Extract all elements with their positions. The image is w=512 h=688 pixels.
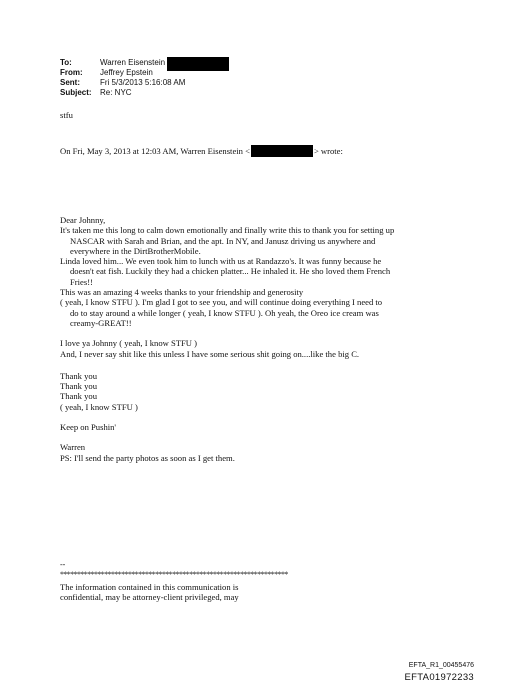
to-row <box>60 58 229 68</box>
text-line: doesn't eat fish. Luckily they had a chicken platter... He inhaled it. He sho loved them French <box>70 266 391 277</box>
text-line: ( yeah, I know STFU ). I'm glad I got to see you, and will continue doing everything I need to <box>60 297 383 308</box>
bates-number-small: EFTA_R1_00455476 <box>408 662 474 669</box>
sent-label: Sent: <box>60 78 80 87</box>
redaction-box <box>167 57 229 71</box>
disclaimer-line: confidential, may be attorney-client privileged, may <box>60 592 239 603</box>
postscript: PS: I'll send the party photos as soon as I get them. <box>60 452 235 463</box>
text-line: NASCAR with Sarah and Brian, and the apt. In NY, and Janusz driving us anywhere and <box>70 235 376 246</box>
from-label: From: <box>60 68 83 77</box>
thanks-line: ( yeah, I know STFU ) <box>60 401 138 412</box>
text-line: creamy-GREAT!! <box>70 317 132 328</box>
thanks-line: Thank you <box>60 391 97 402</box>
thanks-line: Thank you <box>60 381 97 392</box>
signature: Warren <box>60 442 86 453</box>
paragraph-2 <box>60 256 394 287</box>
text-line: do to stay around a while longer ( yeah, I know STFU ). Oh yeah, the Oreo ice cream was <box>70 307 379 318</box>
greeting: Dear Johnny, <box>60 215 106 225</box>
thanks-line: Thank you <box>60 370 97 381</box>
quote-intro <box>60 145 343 157</box>
quote-intro-before: On Fri, May 3, 2013 at 12:03 AM, Warren Eisenstein < <box>60 146 250 156</box>
text-line: Fries!! <box>70 276 93 287</box>
redaction-box <box>251 145 313 157</box>
from-value: Jeffrey Epstein <box>100 68 153 77</box>
paragraph-1 <box>60 225 394 256</box>
disclaimer <box>60 582 239 603</box>
text-line: It's taken me this long to calm down emotionally and finally write this to thank you for setting up <box>60 225 395 236</box>
sent-row <box>60 78 229 88</box>
subject-row <box>60 88 229 98</box>
keep-pushin: Keep on Pushin' <box>60 422 116 433</box>
paragraph-4 <box>60 297 394 328</box>
paragraph-3: This was an amazing 4 weeks thanks to your friendship and generosity <box>60 287 304 298</box>
subject-value: Re: NYC <box>100 88 132 97</box>
thanks-block <box>60 371 394 412</box>
email-header <box>60 58 229 98</box>
subject-label: Subject: <box>60 88 92 97</box>
text-line: everywhere in the DirtBrotherMobile. <box>70 245 201 256</box>
reply-text: stfu <box>60 110 73 120</box>
quote-intro-after: > wrote: <box>313 146 343 156</box>
paragraph-6: And, I never say shit like this unless I have some serious shit going on....like the big C. <box>60 348 360 359</box>
bates-number-large: EFTA01972233 <box>404 672 474 683</box>
disclaimer-line: The information contained in this communication is <box>60 582 239 592</box>
signature-separator: -- <box>60 560 66 569</box>
paragraph-5: I love ya Johnny ( yeah, I know STFU ) <box>60 338 198 349</box>
quoted-message <box>60 215 394 463</box>
asterisk-divider: ******************************************************************* <box>60 570 288 579</box>
text-line: Linda loved him... We even took him to lunch with us at Randazzo's. It was funny because he <box>60 256 382 267</box>
to-value: Warren Eisenstein <box>100 58 166 67</box>
sent-value: Fri 5/3/2013 5:16:08 AM <box>100 78 186 87</box>
to-label: To: <box>60 58 72 67</box>
